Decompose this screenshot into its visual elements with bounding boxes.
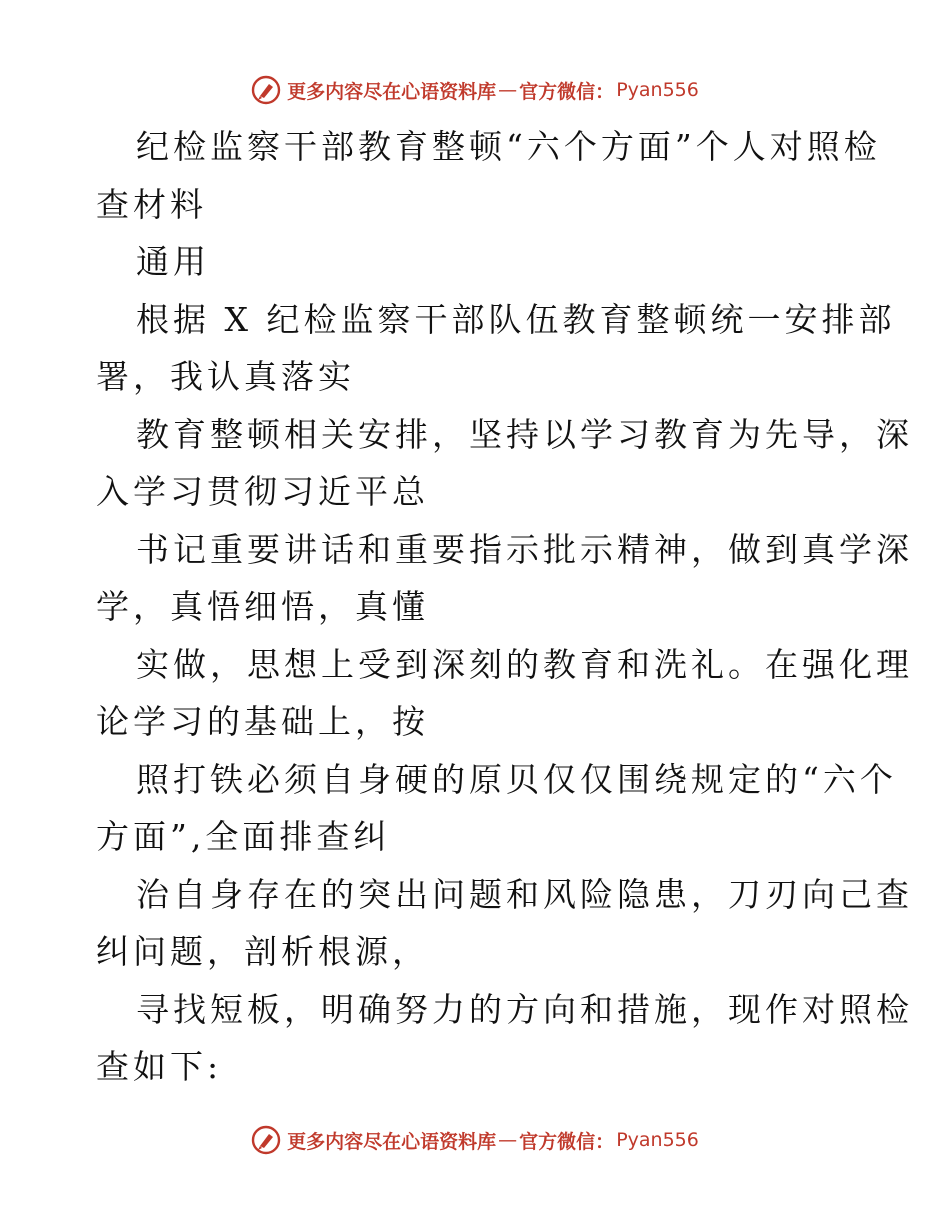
paragraph-1 xyxy=(96,291,896,406)
watermark-dash: — xyxy=(498,79,518,101)
watermark-wechat-label: 官方微信： xyxy=(519,1130,615,1153)
text-line: 治自身存在的突出问题和风险隐患，刀刃向己查 xyxy=(136,874,913,914)
text-line: 论学习的基础上，按 xyxy=(96,702,429,741)
pen-nib-logo-icon xyxy=(251,75,281,105)
watermark-wechat-id: Pyan556 xyxy=(616,1129,699,1151)
text-line: 通用 xyxy=(136,242,210,281)
text-line: 照打铁必须自身硬的原贝仅仅围绕规定的“六个 xyxy=(136,759,897,799)
paragraph-7 xyxy=(96,981,913,1096)
text-line: 查材料 xyxy=(96,184,207,224)
text-line: 书记重要讲话和重要指示批示精神，做到真学深 xyxy=(136,529,913,569)
watermark-dash: — xyxy=(498,1129,518,1151)
document-body xyxy=(96,118,913,1096)
paragraph-5 xyxy=(96,751,897,866)
text-line: 实做，思想上受到深刻的教育和洗礼。在强化理 xyxy=(136,644,913,684)
text-line: 纪检监察干部教育整顿“六个方面”个人对照检 xyxy=(136,127,881,166)
text-line: 方面”,全面排查纠 xyxy=(96,817,391,856)
paragraph-6 xyxy=(96,866,913,981)
text-line: 寻找短板，明确努力的方向和措施，现作对照检 xyxy=(136,989,913,1029)
text-line: 教育整顿相关安排，坚持以学习教育为先导，深 xyxy=(136,414,913,454)
watermark-brand: 更多内容尽在心语资料库 xyxy=(287,80,497,103)
watermark-brand: 更多内容尽在心语资料库 xyxy=(287,1130,497,1153)
watermark-wechat-id: Pyan556 xyxy=(616,79,699,101)
paragraph-4 xyxy=(96,636,913,751)
footer-watermark xyxy=(0,1120,950,1160)
header-watermark xyxy=(0,70,950,110)
text-line: 纠问题，剖析根源， xyxy=(96,932,429,971)
text-line: 署，我认真落实 xyxy=(96,357,355,396)
text-line: 入学习贯彻习近平总 xyxy=(96,472,429,511)
paragraph-2 xyxy=(96,406,913,521)
text-line: 根据 X 纪检监察干部队伍教育整顿统一安排部 xyxy=(136,299,896,339)
text-line: 查如下: xyxy=(96,1047,223,1086)
text-line: 学，真悟细悟，真懂 xyxy=(96,587,429,626)
pen-nib-logo-icon xyxy=(251,1125,281,1155)
paragraph-subtitle xyxy=(96,233,856,291)
paragraph-title xyxy=(96,118,881,233)
paragraph-3 xyxy=(96,521,913,636)
watermark-wechat-label: 官方微信： xyxy=(519,80,615,103)
